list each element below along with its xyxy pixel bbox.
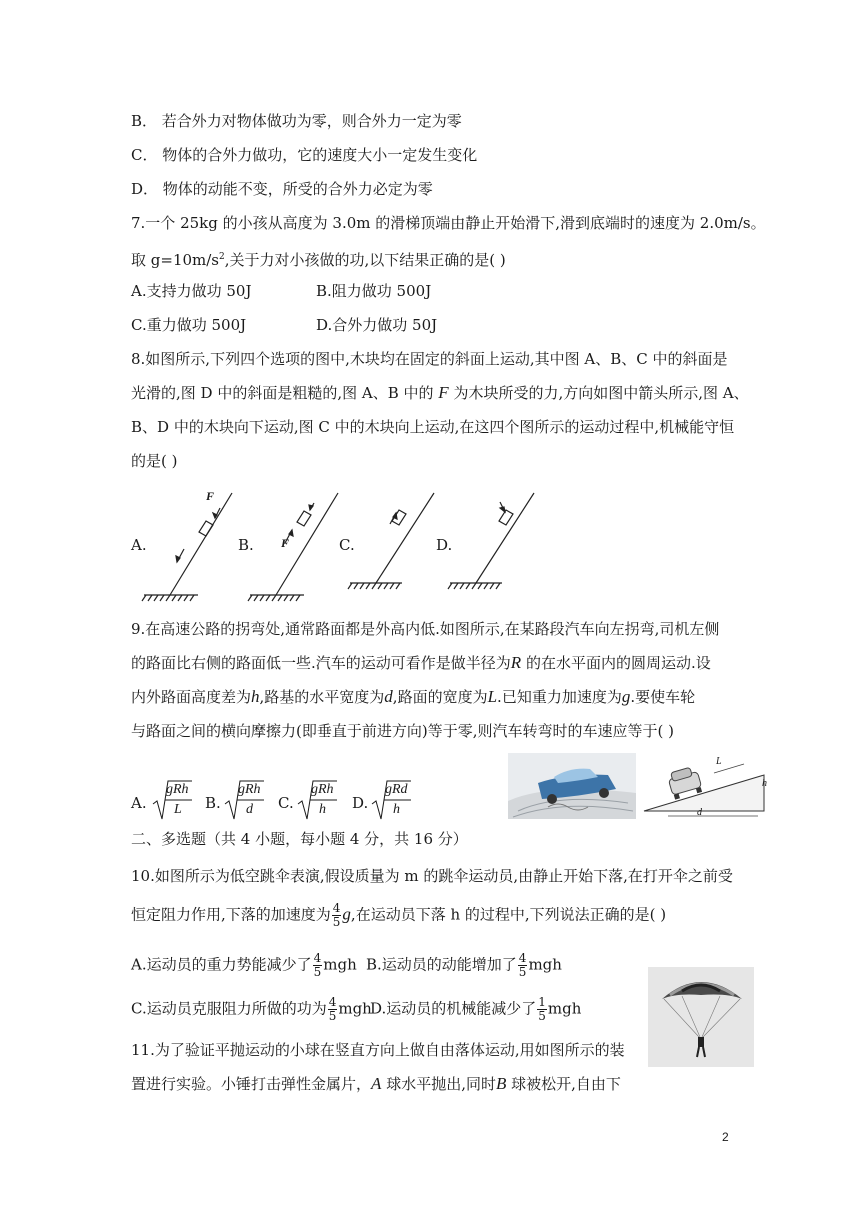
q8-fig-a-label: A. (131, 536, 147, 554)
q9-b-numerator: gRh (238, 782, 261, 797)
q9-option-b-label: B. (205, 794, 221, 812)
q7-option-c: C.重力做功 500J (131, 316, 247, 334)
q10-option-b: B.运动员的动能增加了 $\frac{4}{5}$ mgh (366, 951, 562, 979)
q10-option-a: A.运动员的重力势能减少了 $\frac{4}{5}$ mgh (131, 951, 357, 979)
q8-stem-line4: 的是( ) (131, 452, 178, 470)
incline-figures (140, 488, 540, 604)
q6-option-b: B． 若合外力对物体做功为零，则合外力一定为零 (131, 112, 462, 130)
q8-stem-line2: 光滑的,图 D 中的斜面是粗糙的,图 A、B 中的 F 为木块所受的力,方向如图中箭头所示,图 A、 (131, 383, 749, 402)
q9-a-denominator: L (174, 802, 182, 817)
q9-d-numerator: gRd (385, 782, 408, 797)
q9-stem-line4: 与路面之间的横向摩擦力(即垂直于前进方向)等于零,则汽车转弯时的车速应等于( ) (131, 722, 674, 740)
q9-stem-line2: 的路面比右侧的路面低一些.汽车的运动可看作是做半径为R 的在水平面内的圆周运动.设 (131, 653, 711, 672)
fig-road-width-label: L (716, 756, 722, 767)
q7-option-d: D.合外力做功 50J (316, 316, 438, 334)
fig-base-width-label: d (697, 807, 702, 818)
q10-option-c: C.运动员克服阻力所做的功为 $\frac{4}{5}$ mgh (131, 995, 372, 1023)
section-2-heading: 二、多选题（共 4 小题，每小题 4 分，共 16 分） (131, 830, 468, 848)
parachute-photo (648, 967, 754, 1067)
q10-stem-line1: 10.如图所示为低空跳伞表演,假设质量为 m 的跳伞运动员,由静止开始下落,在打开伞之前受 (131, 867, 733, 885)
q8-fig-b-label: B. (238, 536, 254, 554)
q8-fig-a-force-label: F (206, 489, 215, 503)
incline-d (448, 493, 534, 589)
incline-a (142, 493, 232, 601)
q7-option-a: A.支持力做功 50J (131, 282, 252, 300)
q9-d-denominator: h (393, 802, 400, 817)
q10-stem-line2: 恒定阻力作用,下落的加速度为 $\frac{4}{5}$ g,在运动员下落 h 的过程中,下列说法正确的是( ) (131, 901, 667, 929)
sqrt-signs (150, 778, 420, 824)
q9-c-denominator: h (319, 802, 326, 817)
q7-option-b: B.阻力做功 500J (316, 282, 432, 300)
q9-option-a-label: A. (131, 794, 147, 812)
q9-a-numerator: gRh (166, 782, 189, 797)
q9-stem-line3: 内外路面高度差为h,路基的水平宽度为d,路面的宽度为L.已知重力加速度为g.要使车轮 (131, 687, 696, 706)
q10-option-d: D.运动员的机械能减少了 $\frac{1}{5}$ mgh (370, 995, 582, 1023)
q9-stem-line1: 9.在高速公路的拐弯处,通常路面都是外高内低.如图所示,在某路段汽车向左拐弯,司机左侧 (131, 620, 720, 638)
q9-option-c-label: C. (278, 794, 294, 812)
q9-c-numerator: gRh (311, 782, 334, 797)
q9-option-d-label: D. (352, 794, 369, 812)
q9-b-denominator: d (246, 802, 253, 817)
q8-fig-d-label: D. (436, 536, 453, 554)
road-cross-section-diagram (638, 753, 770, 819)
q6-option-d: D． 物体的动能不变，所受的合外力必定为零 (131, 180, 433, 198)
q8-fig-b-force-label: F (281, 536, 290, 550)
car-turning-photo (508, 753, 636, 819)
page-number: 2 (722, 1130, 729, 1144)
incline-b (248, 493, 338, 601)
q8-fig-c-label: C. (339, 536, 355, 554)
q11-stem-line1: 11.为了验证平抛运动的小球在竖直方向上做自由落体运动,用如图所示的装 (131, 1041, 625, 1059)
q8-stem-line3: B、D 中的木块向下运动,图 C 中的木块向上运动,在这四个图所示的运动过程中,机械能守恒 (131, 418, 735, 436)
q7-stem-line1: 7.一个 25kg 的小孩从高度为 3.0m 的滑梯顶端由静止开始滑下,滑到底端时的速度为 2.0m/s。 (131, 214, 766, 232)
q11-stem-line2: 置进行实验。小锤打击弹性金属片，A 球水平抛出,同时B 球被松开,自由下 (131, 1074, 621, 1093)
q8-stem-line1: 8.如图所示,下列四个选项的图中,木块均在固定的斜面上运动,其中图 A、B、C 中的斜面是 (131, 350, 728, 368)
fig-height-diff-label: h (762, 778, 767, 789)
incline-c (348, 493, 434, 589)
q7-stem-line2: 取 $g=10m/s^2$,关于力对小孩做的功,以下结果正确的是( ) (131, 251, 506, 269)
q6-option-c: C． 物体的合外力做功，它的速度大小一定发生变化 (131, 146, 478, 164)
